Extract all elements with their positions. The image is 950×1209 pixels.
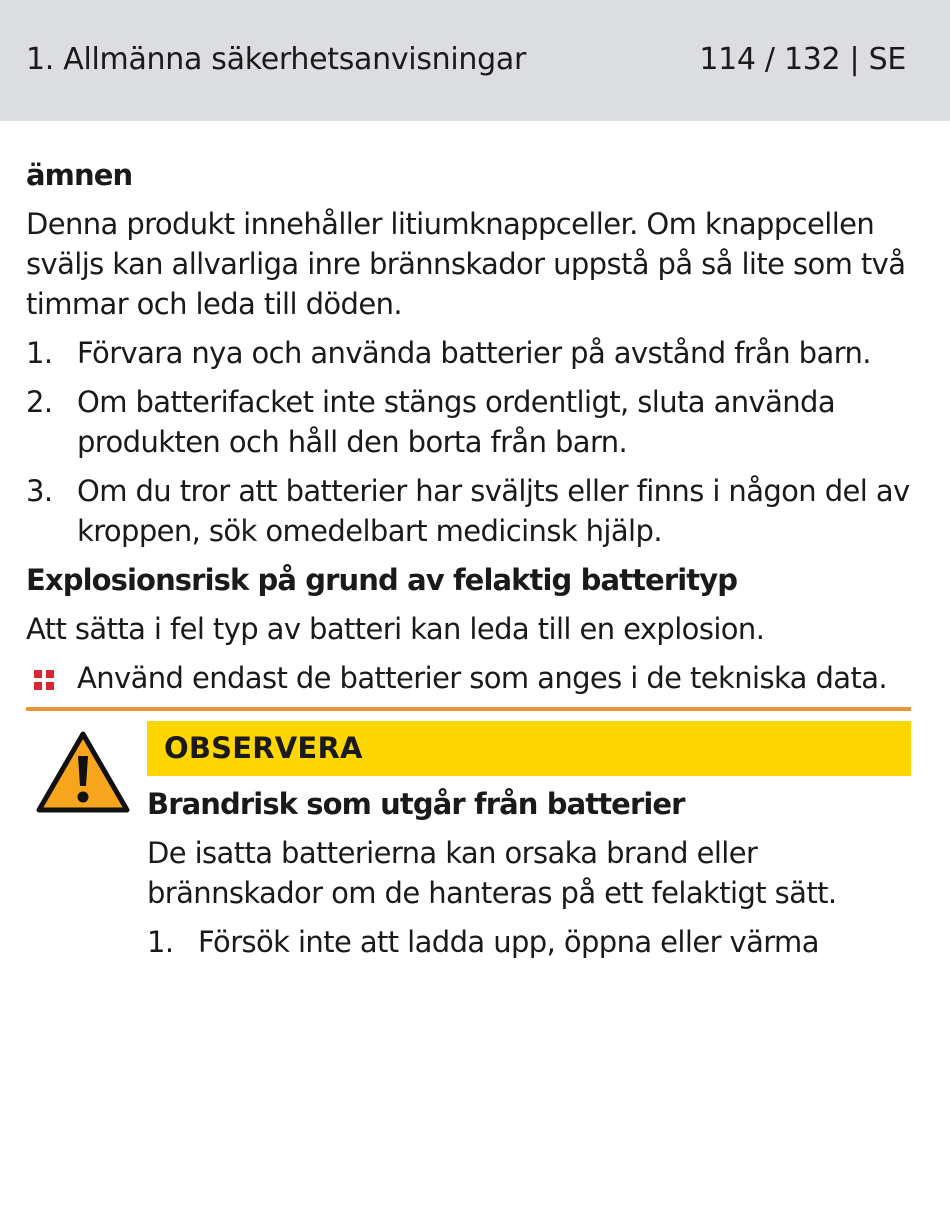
notice-list [147,922,911,962]
warning-triangle-icon [35,729,131,815]
list-text: Använd endast de batterier som anges i de tekniska data. [77,661,888,695]
list-item [26,333,911,373]
battery-heading: ämnen [26,158,133,192]
explosion-list [26,658,911,698]
battery-text: Denna produkt innehåller litiumknappceller. Om knappcellen sväljs kan allvarliga inre brännskador uppstå på så lite som två timmar och leda till döden. [26,207,906,321]
notice-label: OBSERVERA [147,721,911,776]
list-text: Om du tror att batterier har sväljts eller finns i någon del av kroppen, sök omedelbart medicinsk hjälp. [77,474,910,548]
page-header [0,0,950,121]
document-body [26,155,911,971]
list-number: 2. [26,385,53,419]
list-number: 3. [26,474,53,508]
list-text: Försök inte att ladda upp, öppna eller värma [198,925,819,959]
list-item [26,658,911,698]
list-item [147,922,911,962]
list-text: Förvara nya och använda batterier på avstånd från barn. [77,336,871,370]
list-number: 1. [26,336,53,370]
page-number: 114 / 132 | SE [699,42,906,77]
list-number: 1. [147,925,174,959]
explosion-text: Att sätta i fel typ av batteri kan leda till en explosion. [26,612,765,646]
explosion-heading: Explosionsrisk på grund av felaktig batterityp [26,563,738,597]
notice-heading: Brandrisk som utgår från batterier [147,787,685,821]
notice-divider [26,707,911,711]
list-text: Om batterifacket inte stängs ordentligt, sluta använda produkten och håll den borta från barn. [77,385,836,459]
section-title: 1. Allmänna säkerhetsanvisningar [26,42,526,77]
red-square-bullet-icon [34,670,54,690]
battery-list [26,333,911,551]
list-item [26,471,911,551]
list-item [26,382,911,462]
notice-box [26,721,911,962]
notice-text: De isatta batterierna kan orsaka brand eller brännskador om de hanteras på ett felaktigt sätt. [147,836,837,910]
